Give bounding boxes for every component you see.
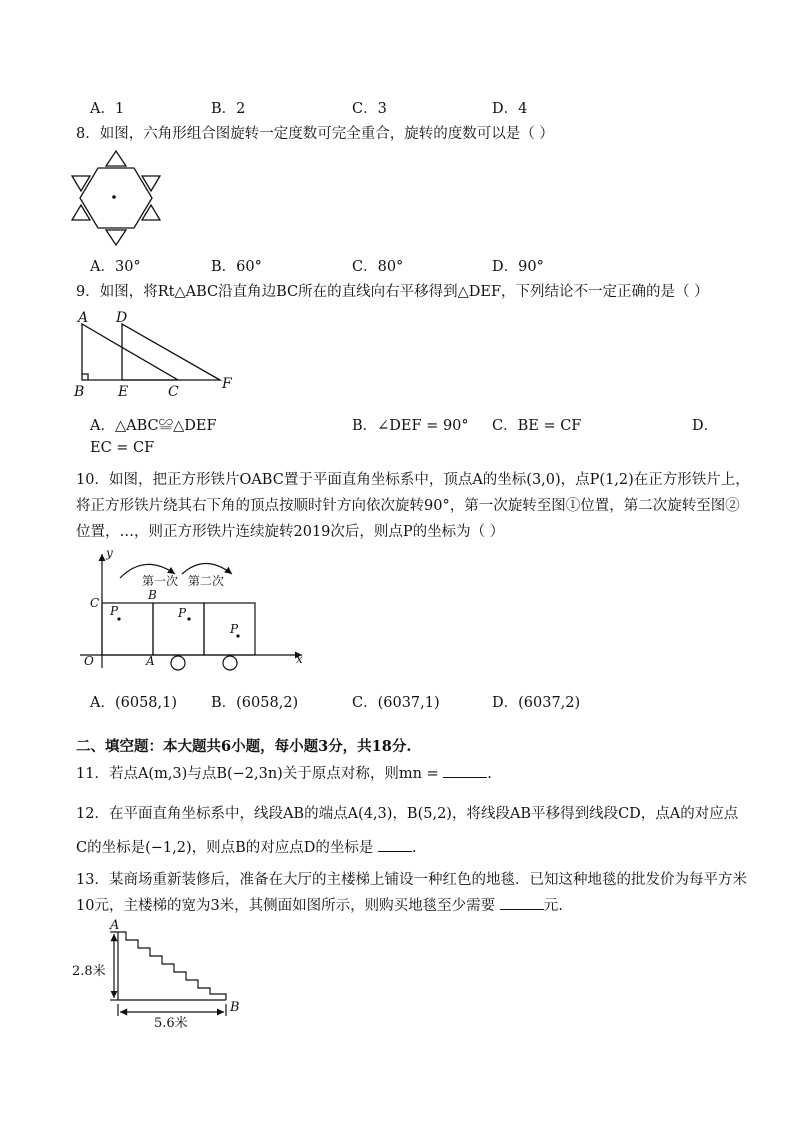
q12-line2-wrap [76, 838, 417, 858]
q13-label-a: A [110, 918, 120, 933]
q9-option-a: A．△ABC≌△DEF [90, 418, 217, 434]
q8-option-c: C．80° [352, 259, 404, 275]
q13-answer-blank[interactable] [500, 909, 544, 910]
q8-option-a: A．30° [90, 259, 141, 275]
q10-label-p1: P [110, 604, 119, 618]
q7-option-d: D．4 [492, 101, 528, 117]
q11-stem [76, 764, 492, 784]
q9-option-c: C．BE = CF [492, 418, 582, 434]
q10-label-p3: P [230, 622, 239, 636]
q10-label-first: 第一次 [142, 574, 179, 588]
q13-label-b: B [230, 1000, 240, 1015]
q10-label-p2: P [178, 606, 187, 620]
q10-option-d: D．(6037,2) [492, 695, 581, 711]
q11-text: 11．若点A(m,3)与点B(−2,3n)关于原点对称，则mn = [76, 766, 439, 782]
q10-label-a: A [146, 654, 155, 668]
q10-line3: 位置，…，则正方形铁片连续旋转2019次后，则点P的坐标为（ ） [76, 524, 505, 540]
q9-label-a: A [78, 310, 89, 326]
q10-label-b: B [148, 588, 157, 602]
q12-line1: 12．在平面直角坐标系中，线段AB的端点A(4,3)，B(5,2)，将线段AB平移得到线段CD，点A的对应点 [76, 806, 739, 822]
q10-line1: 10．如图，把正方形铁片OABC置于平面直角坐标系中，顶点A的坐标(3,0)，点P(1,2)在正方形铁片上， [76, 472, 750, 488]
q10-label-second: 第二次 [188, 574, 225, 588]
q9-option-b: B．∠DEF = 90° [352, 418, 469, 434]
q8-option-d: D．90° [492, 259, 544, 275]
q7-option-c: C．3 [352, 101, 387, 117]
q10-coordinate-figure [70, 548, 320, 673]
q13-line2: 10元，主楼梯的宽为3米，其侧面如图所示，则购买地毯至少需要 [76, 898, 496, 914]
q10-label-o: O [84, 654, 94, 668]
q9-stem: 9．如图，将Rt△ABC沿直角边BC所在的直线向右平移得到△DEF，下列结论不一定正确的是（ ） [76, 284, 709, 300]
q13-line2-wrap [76, 896, 563, 916]
q8-stem: 8．如图，六角形组合图旋转一定度数可完全重合，旋转的度数可以是（ ） [76, 126, 554, 142]
q10-option-b: B．(6058,2) [211, 695, 299, 711]
q13-end: 元. [543, 898, 563, 914]
section-2-heading: 二、填空题：本大题共6小题，每小题3分，共18分. [76, 738, 412, 755]
q13-line1: 13．某商场重新装修后，准备在大厅的主楼梯上铺设一种红色的地毯．已知这种地毯的批发价为每平方米 [76, 872, 747, 888]
q9-triangles-figure [70, 308, 240, 398]
q9-label-e: E [118, 384, 129, 400]
q9-label-d: D [116, 310, 128, 326]
q10-label-c: C [90, 596, 100, 610]
q10-label-y: y [106, 546, 113, 560]
q11-end: . [487, 766, 492, 782]
q9-label-f: F [222, 376, 232, 392]
q10-option-a: A．(6058,1) [90, 695, 178, 711]
q12-line2: C的坐标是(−1,2)，则点B的对应点D的坐标是 [76, 840, 374, 856]
q10-option-c: C．(6037,1) [352, 695, 440, 711]
q11-answer-blank[interactable] [443, 777, 487, 778]
q12-end: . [412, 840, 417, 856]
q7-option-b: B．2 [211, 101, 246, 117]
q9-label-b: B [74, 384, 85, 400]
q9-option-d: D． [692, 418, 719, 434]
q13-height-label: 2.8米 [72, 964, 106, 979]
q9-option-d-text: EC = CF [90, 440, 155, 456]
q13-width-label: 5.6米 [154, 1016, 188, 1031]
q12-answer-blank[interactable] [378, 851, 412, 852]
q9-label-c: C [168, 384, 179, 400]
q10-label-x: x [296, 652, 303, 666]
q7-option-a: A．1 [90, 101, 125, 117]
q10-line2: 将正方形铁片绕其右下角的顶点按顺时针方向依次旋转90°，第一次旋转至图①位置，第二次旋转至图② [76, 498, 740, 514]
q8-hexagram-figure [66, 148, 166, 248]
q8-option-b: B．60° [211, 259, 262, 275]
